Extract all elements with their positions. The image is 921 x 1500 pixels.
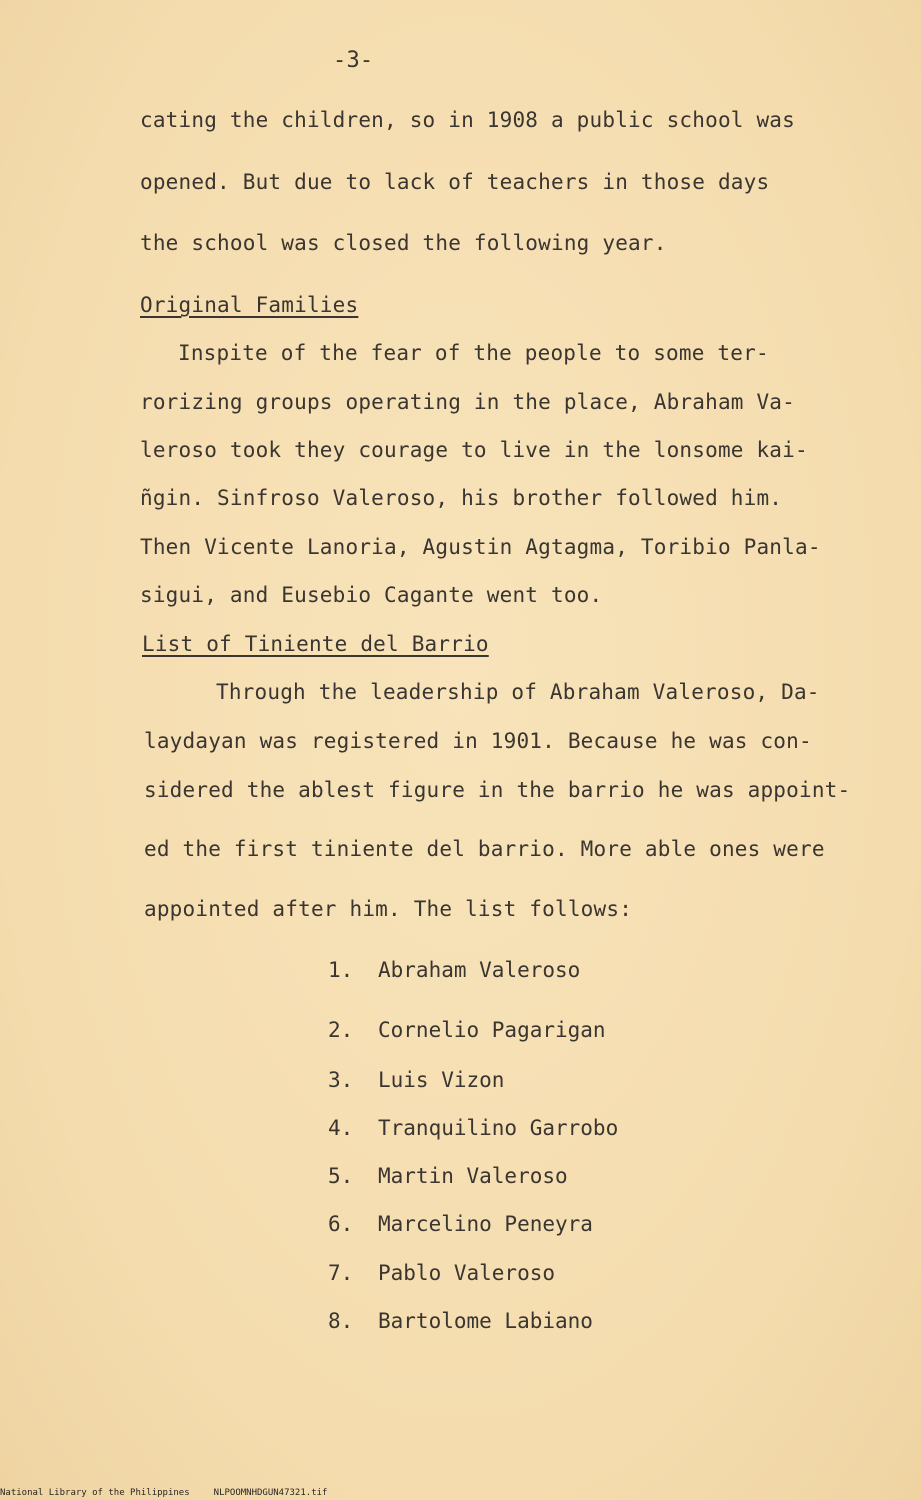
list-item-name: Marcelino Peneyra — [378, 1212, 593, 1236]
paragraph-2-line-2: rorizing groups operating in the place, Abraham Va- — [140, 390, 795, 414]
page-number: -3- — [333, 48, 374, 73]
list-item — [328, 958, 580, 982]
paragraph-2-line-6: sigui, and Eusebio Cagante went too. — [140, 583, 603, 607]
list-item-name: Cornelio Pagarigan — [378, 1018, 606, 1042]
list-item-number: 2. — [328, 1018, 354, 1042]
paragraph-1-line-1: cating the children, so in 1908 a public school was — [140, 108, 795, 132]
paragraph-3-line-5: appointed after him. The list follows: — [144, 897, 633, 921]
list-item-number: 1. — [328, 958, 354, 982]
list-item-name: Martin Valeroso — [378, 1164, 568, 1188]
paragraph-3-line-4: ed the first tiniente del barrio. More able ones were — [144, 837, 825, 861]
list-item-name: Bartolome Labiano — [378, 1309, 593, 1333]
paragraph-1-line-2: opened. But due to lack of teachers in those days — [140, 170, 770, 194]
scan-footer — [0, 1488, 351, 1498]
list-item — [328, 1068, 504, 1092]
list-item — [328, 1261, 555, 1285]
footer-source: National Library of the Philippines — [0, 1488, 190, 1498]
paragraph-2-line-4: ñgin. Sinfroso Valeroso, his brother followed him. — [140, 486, 783, 510]
paragraph-1-line-3: the school was closed the following year. — [140, 231, 667, 255]
list-item-number: 7. — [328, 1261, 354, 1285]
list-item-number: 4. — [328, 1116, 354, 1140]
list-item-name: Pablo Valeroso — [378, 1261, 556, 1285]
list-item — [328, 1018, 606, 1042]
list-item-name: Luis Vizon — [378, 1068, 505, 1092]
section-heading-tiniente-list: List of Tiniente del Barrio — [142, 632, 489, 656]
list-item — [328, 1116, 618, 1140]
paragraph-3-line-2: laydayan was registered in 1901. Because he was con- — [144, 729, 812, 753]
footer-filename: NLPOOMNHDGUN47321.tif — [213, 1488, 328, 1498]
paragraph-2-line-5: Then Vicente Lanoria, Agustin Agtagma, Toribio Panla- — [140, 535, 821, 559]
list-item — [328, 1212, 593, 1236]
paragraph-3-line-3: sidered the ablest figure in the barrio he was appoint- — [144, 778, 851, 802]
paragraph-3-line-1: Through the leadership of Abraham Valeroso, Da- — [216, 680, 820, 704]
list-item — [328, 1164, 568, 1188]
list-item-number: 3. — [328, 1068, 354, 1092]
paragraph-2-line-1: Inspite of the fear of the people to some ter- — [178, 341, 769, 365]
list-item-number: 5. — [328, 1164, 354, 1188]
list-item-number: 8. — [328, 1309, 354, 1333]
section-heading-original-families: Original Families — [140, 293, 359, 317]
list-item — [328, 1309, 593, 1333]
list-item-number: 6. — [328, 1212, 354, 1236]
list-item-name: Abraham Valeroso — [378, 958, 581, 982]
paragraph-2-line-3: leroso took they courage to live in the lonsome kai- — [140, 438, 808, 462]
list-item-name: Tranquilino Garrobo — [378, 1116, 619, 1140]
